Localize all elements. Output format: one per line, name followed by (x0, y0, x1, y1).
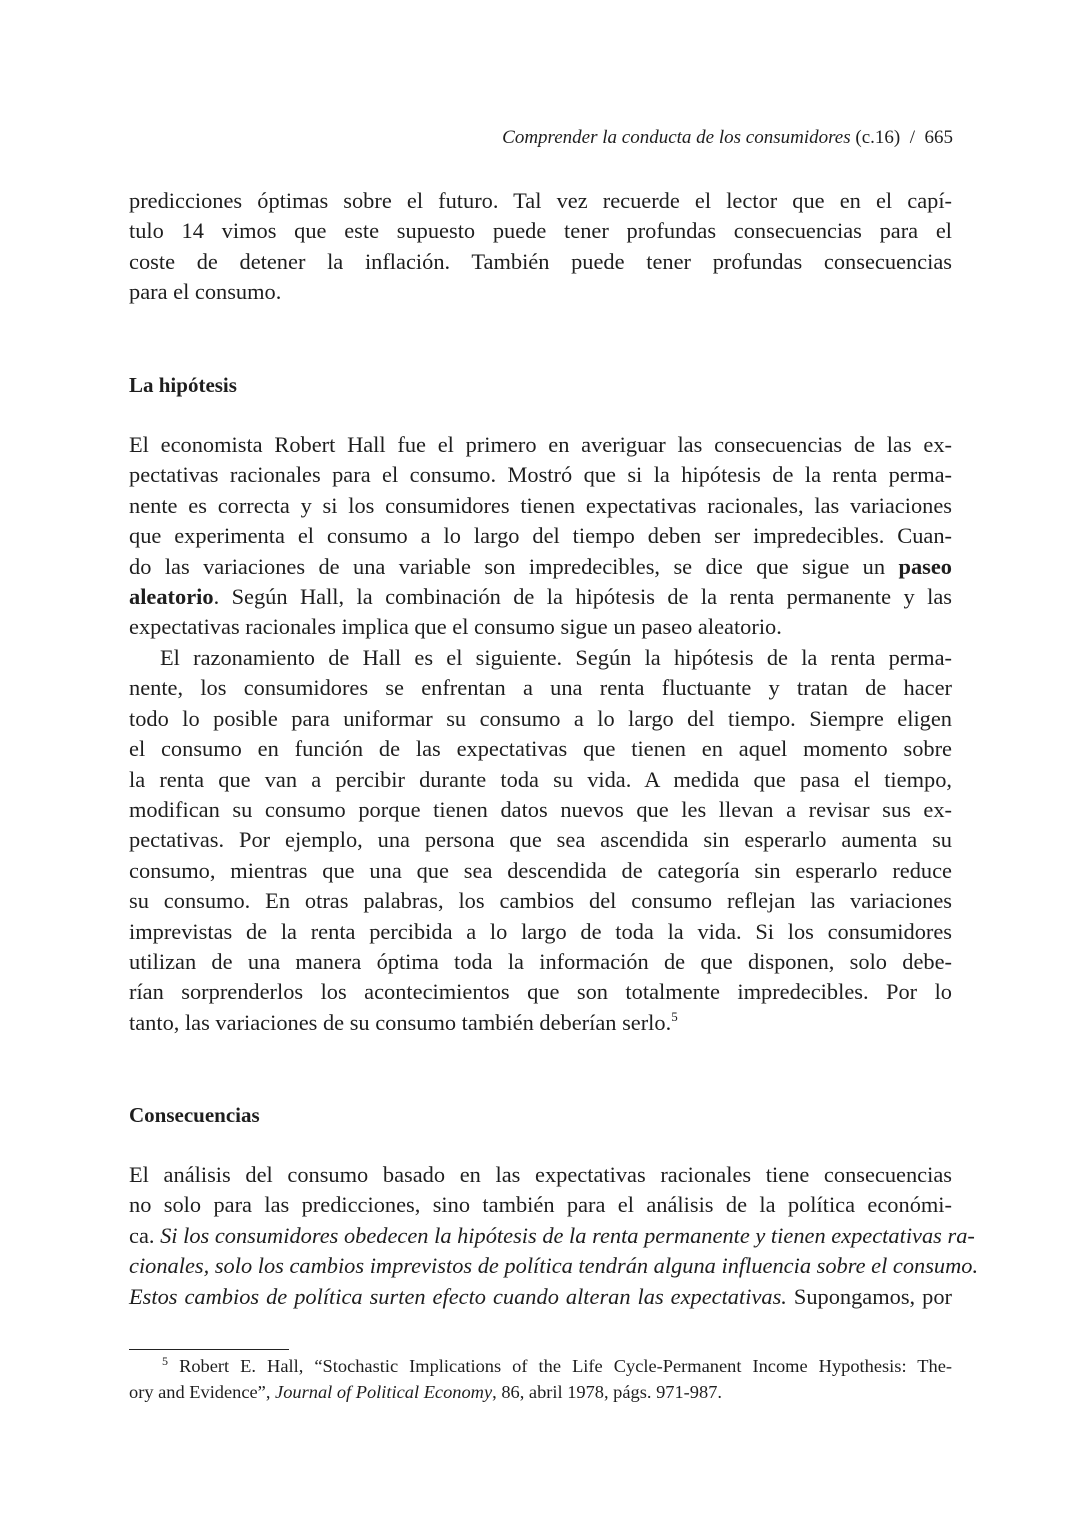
text-line (129, 1008, 952, 1038)
hipotesis-paragraph-2 (129, 643, 952, 1038)
hipotesis-paragraph-1 (129, 430, 952, 643)
footnote-line (129, 1353, 952, 1379)
footnote-divider (129, 1349, 289, 1350)
page-number: 665 (924, 127, 953, 148)
text-fragment: do las variaciones de una variable son impredecibles, se dice que sigue un (129, 553, 899, 579)
text-line (129, 1282, 952, 1312)
text-line: pectativas. Por ejemplo, una persona que sea ascendida sin esperarlo aumenta su (129, 827, 952, 853)
text-line (129, 552, 952, 582)
text-line: predicciones óptimas sobre el futuro. Tal vez recuerde el lector que en el capí- (129, 188, 952, 213)
text-fragment: ory and Evidence”, (129, 1382, 276, 1402)
text-line: consumo, mientras que una que sea descendida de categoría sin esperarlo reduce (129, 857, 952, 883)
text-line: El economista Robert Hall fue el primero en averiguar las consecuencias de las ex- (129, 432, 952, 457)
running-title: Comprender la conducta de los consumidores (502, 127, 851, 148)
footnote (129, 1353, 952, 1405)
text-line: utilizan de una manera óptima toda la información de que disponen, solo debe- (129, 948, 952, 974)
text-line: no solo para las predicciones, sino también para el análisis de la política económi- (129, 1192, 952, 1218)
text-line (129, 1251, 979, 1281)
text-line: El razonamiento de Hall es el siguiente. Según la hipótesis de la renta perma- (160, 645, 952, 670)
chapter-label: (c.16) (855, 127, 901, 148)
text-line: El análisis del consumo basado en las expectativas racionales tiene consecuencias (129, 1162, 952, 1187)
text-fragment: Supongamos, por (786, 1283, 952, 1309)
text-line: rían sorprenderlos los acontecimientos que son totalmente impredecibles. Por lo (129, 979, 952, 1005)
text-line: expectativas racionales implica que el consumo sigue un paseo aleatorio. (129, 614, 782, 640)
emphasis-text: Si los consumidores obedecen la hipótesis de la renta permanente y tienen expectativas ra- (160, 1222, 975, 1248)
text-line: el consumo en función de las expectativas que tienen en aquel momento sobre (129, 736, 952, 762)
text-line: imprevistas de la renta percibida a lo largo de toda la vida. Si los consumidores (129, 918, 952, 944)
key-term: paseo (898, 553, 952, 579)
section-heading-consecuencias: Consecuencias (129, 1103, 260, 1127)
text-line: nente es correcta y si los consumidores tienen expectativas racionales, las variaciones (129, 492, 952, 518)
running-header (502, 124, 953, 152)
emphasis-text: Estos cambios de política surten efecto cuando alteran las expectativas. (129, 1283, 787, 1309)
text-line: coste de detener la inflación. También puede tener profundas consecuencias (129, 248, 952, 274)
intro-paragraph (129, 186, 952, 308)
header-separator: / (909, 127, 915, 148)
text-line: para el consumo. (129, 279, 282, 305)
text-line: la renta que van a percibir durante toda su vida. A medida que pasa el tiempo, (129, 766, 952, 792)
text-fragment: , 86, abril 1978, págs. 971-987. (492, 1382, 722, 1402)
text-line: todo lo posible para uniformar su consumo a lo largo del tiempo. Siempre eligen (129, 705, 952, 731)
text-line (129, 582, 952, 612)
text-line: pectativas racionales para el consumo. Mostró que si la hipótesis de la renta perma- (129, 462, 952, 488)
text-line: que experimenta el consumo a lo largo del tiempo deben ser impredecibles. Cuan- (129, 523, 952, 549)
text-fragment: Robert E. Hall, “Stochastic Implications of the Life Cycle-Permanent Income Hypothesis: The- (179, 1356, 952, 1376)
footnote-line (129, 1379, 952, 1405)
text-fragment: ca. (129, 1222, 161, 1248)
text-line: tulo 14 vimos que este supuesto puede tener profundas consecuencias para el (129, 218, 952, 244)
emphasis-text: cionales, solo los cambios imprevistos de política tendrán alguna influencia sobre el consumo. (129, 1253, 979, 1279)
consecuencias-paragraph-1 (129, 1160, 979, 1312)
journal-title: Journal of Political Economy (275, 1382, 493, 1402)
footnote-ref[interactable]: 5 (671, 1008, 678, 1024)
footnote-number: 5 (162, 1354, 168, 1368)
text-line: nente, los consumidores se enfrentan a una renta fluctuante y tratan de hacer (129, 675, 952, 701)
section-heading-hipotesis: La hipótesis (129, 373, 237, 397)
text-line: su consumo. En otras palabras, los cambios del consumo reflejan las variaciones (129, 888, 952, 914)
text-line: modifican su consumo porque tienen datos nuevos que les llevan a revisar sus ex- (129, 796, 952, 822)
text-fragment: . Según Hall, la combinación de la hipótesis de la renta permanente y las (213, 583, 952, 609)
text-fragment: tanto, las variaciones de su consumo también deberían serlo. (129, 1009, 672, 1035)
key-term: aleatorio (129, 583, 214, 609)
text-line (129, 1221, 975, 1251)
